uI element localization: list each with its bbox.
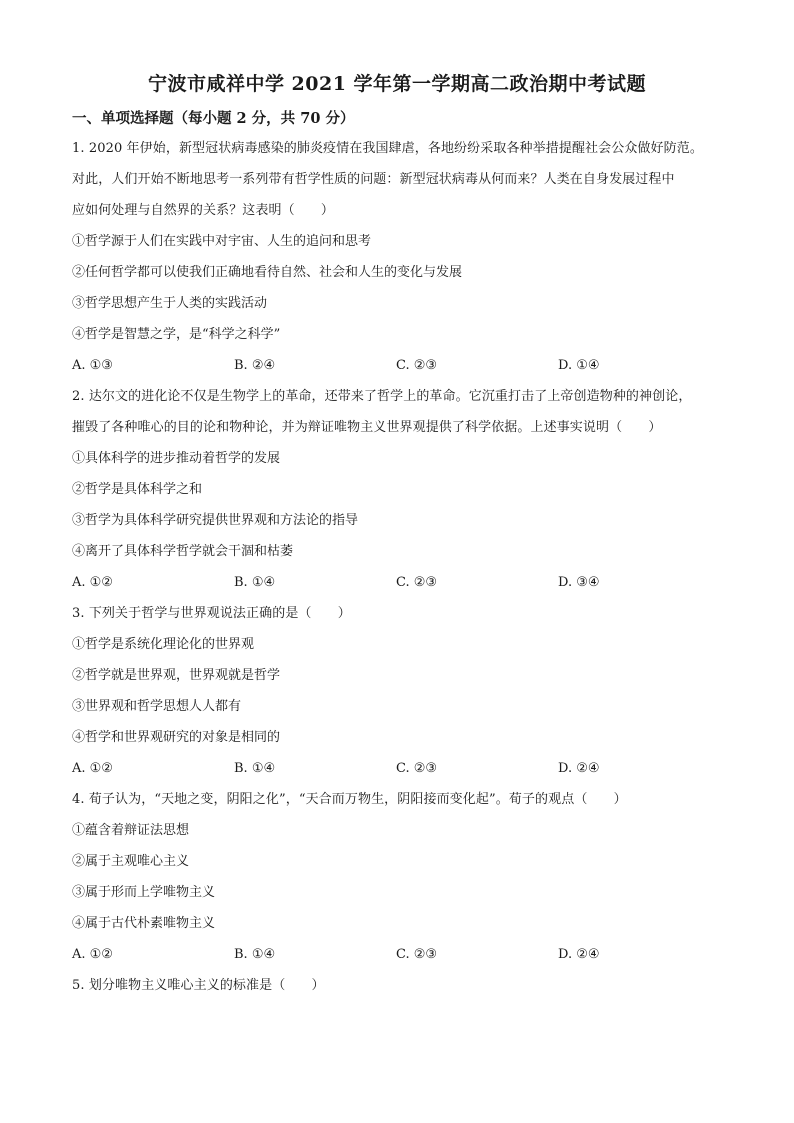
exam-title: 宁波市咸祥中学 2021 学年第一学期高二政治期中考试题 <box>147 73 647 95</box>
answer-choice[interactable]: D. ②④ <box>558 761 600 776</box>
answer-choice[interactable]: A. ①② <box>72 575 113 590</box>
question-stem-line: 摧毁了各种唯心的目的论和物种论，并为辩证唯物主义世界观提供了科学依据。上述事实说明（ ） <box>72 420 662 435</box>
answer-choice[interactable]: D. ②④ <box>558 947 600 962</box>
statement-option: ④离开了具体科学哲学就会干涸和枯萎 <box>72 544 294 559</box>
answer-choice[interactable]: D. ①④ <box>558 358 600 373</box>
section-heading: 一、单项选择题（每小题 2 分，共 70 分） <box>72 110 355 127</box>
statement-option: ②哲学是具体科学之和 <box>72 482 203 497</box>
statement-option: ②哲学就是世界观，世界观就是哲学 <box>72 668 281 683</box>
answer-choice[interactable]: D. ③④ <box>558 575 600 590</box>
statement-option: ①哲学是系统化理论化的世界观 <box>72 637 255 652</box>
statement-option: ③哲学为具体科学研究提供世界观和方法论的指导 <box>72 513 359 528</box>
question-4 <box>72 784 732 970</box>
answer-choices <box>72 350 732 381</box>
question-stem-line: 4. 荀子认为，“天地之变，阴阳之化”，“天合而万物生，阴阳接而变化起”。荀子的观点（ ） <box>72 792 627 807</box>
statement-option: ②任何哲学都可以使我们正确地看待自然、社会和人生的变化与发展 <box>72 265 463 280</box>
question-1 <box>72 133 732 381</box>
answer-choices <box>72 567 732 598</box>
question-stem-line: 3. 下列关于哲学与世界观说法正确的是（ ） <box>72 606 351 621</box>
answer-choice[interactable]: C. ②③ <box>396 761 438 776</box>
question-2 <box>72 381 732 598</box>
statement-option: ④哲学和世界观研究的对象是相同的 <box>72 730 281 745</box>
question-stem-line: 1. 2020 年伊始，新型冠状病毒感染的肺炎疫情在我国肆虐，各地纷纷采取各种举措提醒社会公众做好防范。 <box>72 141 703 156</box>
statement-option: ③属于形而上学唯物主义 <box>72 885 216 900</box>
answer-choice[interactable]: C. ②③ <box>396 358 438 373</box>
answer-choice[interactable]: B. ②④ <box>234 358 276 373</box>
answer-choices <box>72 753 732 784</box>
statement-option: ④属于古代朴素唯物主义 <box>72 916 216 931</box>
answer-choices <box>72 939 732 970</box>
answer-choice[interactable]: A. ①② <box>72 761 113 776</box>
statement-option: ③世界观和哲学思想人人都有 <box>72 699 242 714</box>
statement-option: ③哲学思想产生于人类的实践活动 <box>72 296 268 311</box>
statement-option: ②属于主观唯心主义 <box>72 854 190 869</box>
answer-choice[interactable]: C. ②③ <box>396 947 438 962</box>
question-stem-line: 2. 达尔文的进化论不仅是生物学上的革命，还带来了哲学上的革命。它沉重打击了上帝创造物种的神创论， <box>72 389 692 404</box>
question-stem-line: 应如何处理与自然界的关系？这表明（ ） <box>72 203 335 218</box>
answer-choice[interactable]: B. ①④ <box>234 761 276 776</box>
statement-option: ①哲学源于人们在实践中对宇宙、人生的追问和思考 <box>72 234 372 249</box>
question-3 <box>72 598 732 784</box>
question-stem-line: 5. 划分唯物主义唯心主义的标准是（ ） <box>72 978 325 993</box>
question-list <box>72 133 732 1001</box>
statement-option: ④哲学是智慧之学，是“科学之科学” <box>72 327 281 342</box>
statement-option: ①蕴含着辩证法思想 <box>72 823 190 838</box>
statement-option: ①具体科学的进步推动着哲学的发展 <box>72 451 281 466</box>
answer-choice[interactable]: A. ①② <box>72 947 113 962</box>
question-stem-line: 对此，人们开始不断地思考一系列带有哲学性质的问题：新型冠状病毒从何而来？人类在自身发展过程中 <box>72 172 675 187</box>
answer-choice[interactable]: B. ①④ <box>234 947 276 962</box>
answer-choice[interactable]: B. ①④ <box>234 575 276 590</box>
answer-choice[interactable]: A. ①③ <box>72 358 113 373</box>
question-5 <box>72 970 732 1001</box>
answer-choice[interactable]: C. ②③ <box>396 575 438 590</box>
